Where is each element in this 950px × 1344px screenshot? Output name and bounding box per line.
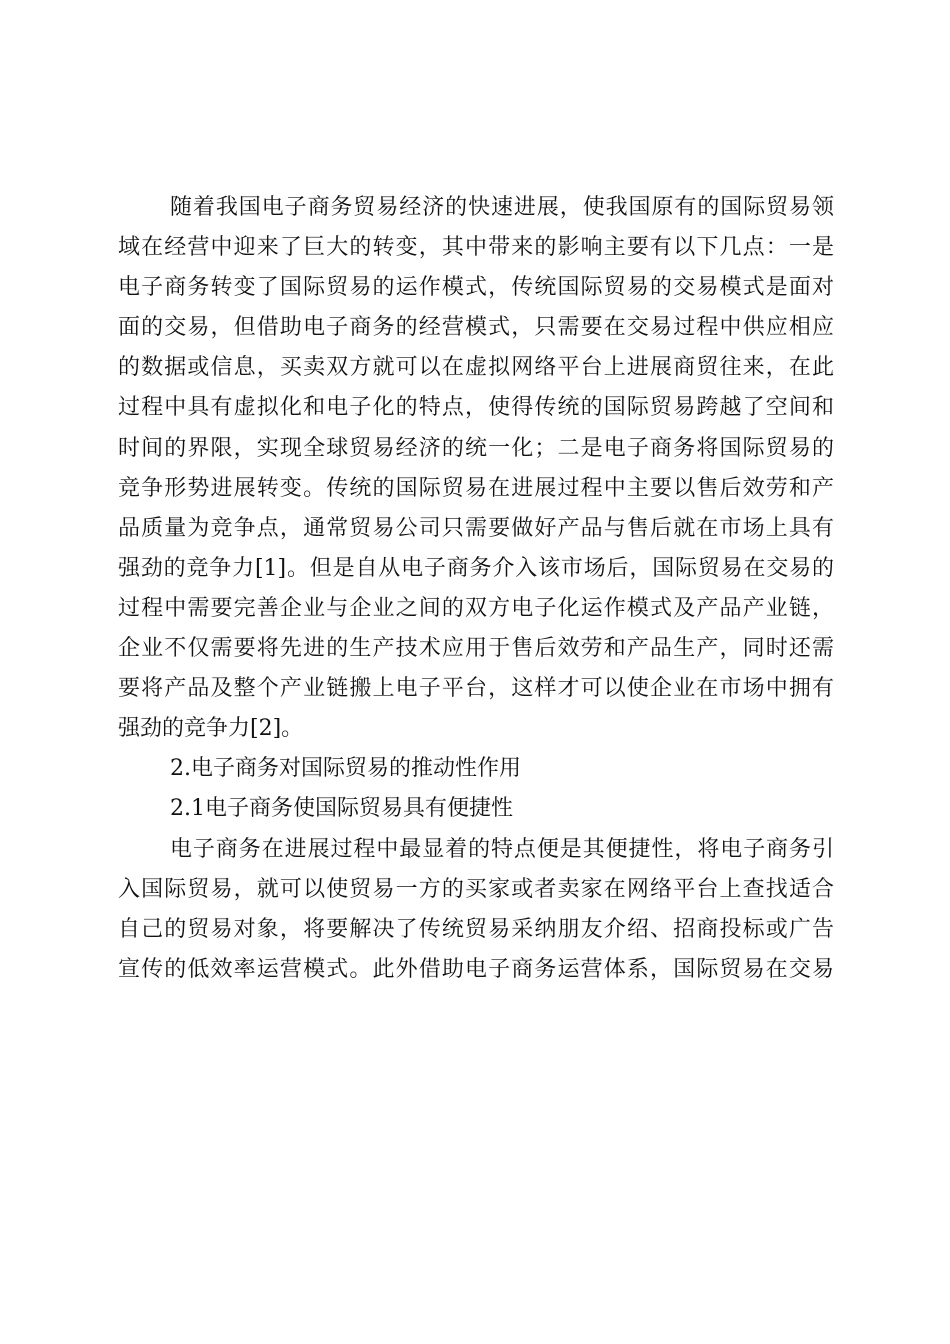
paragraph-line: 过程中具有虚拟化和电子化的特点，使得传统的国际贸易跨越了空间和 (118, 395, 834, 421)
paragraph-convenience (118, 830, 834, 990)
paragraph-line: 要将产品及整个产业链搬上电子平台，这样才可以使企业在市场中拥有 (118, 676, 834, 702)
subsection-heading: 2.1电子商务使国际贸易具有便捷性 (170, 796, 513, 822)
paragraph-line: 强劲的竞争力[2]。 (118, 716, 304, 742)
paragraph-impact (118, 188, 834, 749)
paragraph-line: 电子商务转变了国际贸易的运作模式，传统国际贸易的交易模式是面对 (118, 275, 834, 301)
paragraph-line: 随着我国电子商务贸易经济的快速进展，使我国原有的国际贸易领 (170, 195, 834, 220)
paragraph-line: 强劲的竞争力[1]。但是自从电子商务介入该市场后，国际贸易在交易的 (118, 555, 834, 581)
paragraph-line: 域在经营中迎来了巨大的转变，其中带来的影响主要有以下几点：一是 (118, 235, 834, 261)
paragraph-line: 宣传的低效率运营模式。此外借助电子商务运营体系，国际贸易在交易 (118, 956, 834, 982)
document-body (118, 188, 834, 990)
paragraph-line: 面的交易，但借助电子商务的经营模式，只需要在交易过程中供应相应 (118, 315, 834, 341)
paragraph-line: 品质量为竞争点，通常贸易公司只需要做好产品与售后就在市场上具有 (118, 515, 834, 541)
paragraph-line: 电子商务在进展过程中最显着的特点便是其便捷性，将电子商务引 (170, 836, 834, 862)
section-heading: 2.电子商务对国际贸易的推动性作用 (170, 756, 521, 782)
paragraph-line: 过程中需要完善企业与企业之间的双方电子化运作模式及产品产业链， (118, 595, 834, 621)
paragraph-line: 时间的界限，实现全球贸易经济的统一化；二是电子商务将国际贸易的 (118, 435, 834, 461)
paragraph-line: 企业不仅需要将先进的生产技术应用于售后效劳和产品生产，同时还需 (118, 636, 834, 662)
paragraph-line: 自己的贸易对象，将要解决了传统贸易采纳朋友介绍、招商投标或广告 (118, 916, 834, 942)
paragraph-line: 竞争形势进展转变。传统的国际贸易在进展过程中主要以售后效劳和产 (118, 475, 834, 501)
paragraph-line: 的数据或信息，买卖双方就可以在虚拟网络平台上进展商贸往来，在此 (118, 355, 834, 381)
paragraph-line: 入国际贸易，就可以使贸易一方的买家或者卖家在网络平台上查找适合 (118, 876, 834, 902)
